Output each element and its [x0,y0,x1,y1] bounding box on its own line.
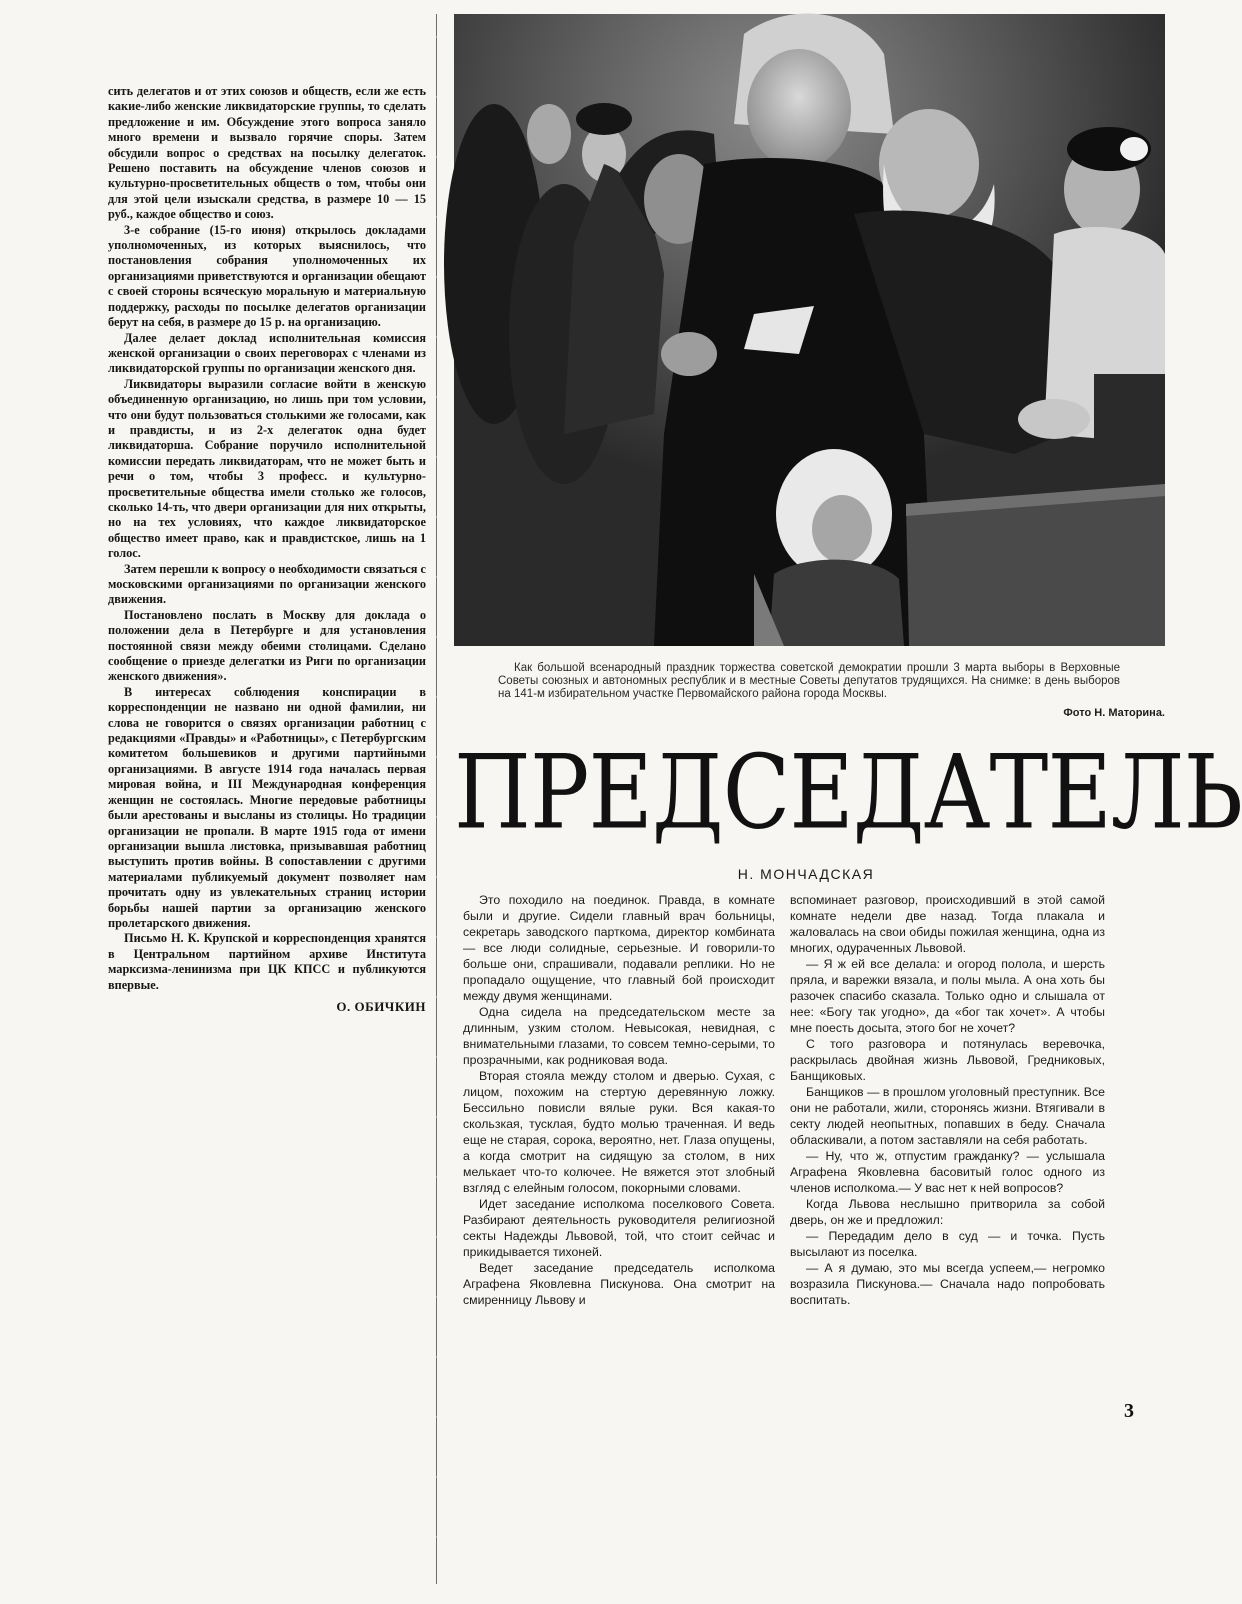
left-paragraph: В интересах соблюдения конспирации в корреспонденции не названо ни одной фамилии, ни слова не говорится о связях организации работниц с редакциями «Правды» и «Работницы», с Петербургским комитетом большевиков и другими партийными организациями. В августе 1914 года началась первая мировая война, и III Международная конференция женщин не состоялась. Многие передовые работницы были арестованы и высланы из столицы. Но традиции организации не пропали. В марте 1915 года от имени организации вышла листовка, призывавшая работниц выступить против войны. В сопоставлении с другими материалами публикуемый документ позволяет нам прочитать одну из увлекательных страниц истории борьбы нашей партии за организацию женского пролетарского движения. [108,684,426,930]
column-divider [436,14,437,1584]
article-paragraph: — А я думаю, это мы всегда успеем,— негромко возразила Пискунова.— Сначала надо попробовать воспитать. [790,1261,1105,1307]
article-paragraph: — Я ж ей все делала: и огород полола, и шерсть пряла, и варежки вязала, и полы мыла. А она хоть бы разочек спасибо сказала. Только одно и слышала от нее: «Богу так угодно», да «бог так хочет». А чтобы мне поесть досыта, этого бог не хочет? [790,957,1105,1035]
article-paragraph: — Передадим дело в суд — и точка. Пусть высылают из поселка. [790,1229,1105,1259]
left-paragraph: Письмо Н. К. Крупской и корреспонденция хранятся в Центральном партийном архиве Института марксизма-ленинизма при ЦК КПСС и публикуются впервые. [108,931,426,992]
article-paragraph: Одна сидела на председательском месте за длинным, узким столом. Невысокая, невидная, с внимательными глазами, то совсем темно-серыми, то прозрачными, как родниковая вода. [463,1005,775,1067]
left-column-text [108,84,426,1014]
left-paragraph: 3-е собрание (15-го июня) открылось докладами уполномоченных, из которых выяснилось, что постановления собрания уполномоченных их организациями приветствуются и организации обещают с своей стороны всяческую моральную и материальную поддержку, расходы по посылке делегатов организации берут на себя, в размере до 15 р. на организацию. [108,222,426,330]
author-signature: О. ОБИЧКИН [336,998,426,1014]
article-headline: ПРЕДСЕДАТЕЛЬ [454,733,1242,853]
article-paragraph: С того разговора и потянулась веревочка, раскрылась двойная жизнь Львовой, Гредниковых, Банщиковых. [790,1037,1105,1083]
photo-credit: Фото Н. Маторина. [1063,707,1165,719]
article-paragraph: Вторая стояла между столом и дверью. Сухая, с лицом, похожим на стертую деревянную ложку. Бессильно повисли вялые руки. Вся какая-то скользкая, тусклая, будто молью траченная. И ведь еще не старая, сорока, вероятно, нет. Глаза опущены, а когда смотрит на сидящую за столом, в них мелькает что-то колючее. Не вяжется этот злобный взгляд с елейным голосом, покорными словами. [463,1069,775,1195]
page-number: 3 [1124,1400,1134,1422]
left-paragraph: Далее делает доклад исполнительная комиссия женской организации о своих переговорах с членами из ликвидаторской группы по организации женского дня. [108,330,426,376]
article-paragraph: вспоминает разговор, происходивший в этой самой комнате недели две назад. Тогда плакала и жаловалась на свои обиды пожилая женщина, одна из многих, одураченных Львовой. [790,893,1105,955]
left-paragraph: сить делегатов и от этих союзов и обществ, если же есть какие-либо женские ликвидаторские группы, то сделать предложение и им. Обсуждение этого вопроса заняло много времени и вызвало горячие споры. Затем обсудили вопрос о средствах на посылку делегаток. Решено поставить на обсуждение членов союзов и культурно-просветительных обществ о том, чтобы они для этой цели изыскали средства, в размере 10 — 15 руб., каждое общество и союз. [108,84,426,222]
left-paragraph: Постановлено послать в Москву для доклада о положении дела в Петербурге и для установления постоянной связи между обеими столицами. Сделано сообщение о приезде делегатки из Риги по организации женского движения». [108,607,426,684]
left-paragraph: Затем перешли к вопросу о необходимости связаться с московскими организациями по организации женского движения. [108,561,426,607]
article-paragraph: Банщиков — в прошлом уголовный преступник. Все они не работали, жили, сторонясь жизни. Втягивали в секту людей неопытных, попавших в беду. Сначала обласкивали, а потом заставляли на себя работать. [790,1085,1105,1147]
article-paragraph: Идет заседание исполкома поселкового Совета. Разбирают деятельность руководителя религиозной секты Надежды Львовой, той, что стоит сейчас и прикидывается тихоней. [463,1197,775,1259]
article-column-1 [463,892,775,1308]
article-paragraph: Это походило на поединок. Правда, в комнате были и другие. Сидели главный врач больницы, секретарь заводского парткома, директор комбината — все люди солидные, серьезные. И говорили-то больше они, спрашивали, подавали реплики. Но не пропадало ощущение, что главный бой происходит между двумя женщинами. [463,893,775,1003]
article-paragraph: — Ну, что ж, отпустим гражданку? — услышала Аграфена Яковлевна басовитый голос одного из членов исполкома.— У вас нет к ней вопросов? [790,1149,1105,1195]
article-column-2 [790,892,1105,1308]
left-paragraph: Ликвидаторы выразили согласие войти в женскую объединенную организацию, но лишь при том условии, что они будут пользоваться столькими же голосами, как и правдисты, и из 2-х делегаток одна будет ликвидаторша. Собрание поручило исполнительной комиссии передать ликвидаторам, что не может быть и речи о том, чтобы 3 професс. и культурно-просветительные общества имели столько же голосов, сколько 14-ть, что двери организации для них открыты, но на тех условиях, что каждое ликвидаторское общество имеет право, как и правдистское, лишь на 1 голос. [108,376,426,561]
photo-caption: Как большой всенародный праздник торжества советской демократии прошли 3 марта выборы в Верховные Советы союзных и автономных республик и в местные Советы депутатов трудящихся. На снимке: в день выборов на 141-м избирательном участке Первомайского района города Москвы. [498,662,1120,700]
article-paragraph: Когда Львова неслышно притворила за собой дверь, он же и предложил: [790,1197,1105,1227]
election-photo [454,14,1165,646]
photo-illustration [454,14,1165,646]
article-paragraph: Ведет заседание председатель исполкома Аграфена Яковлевна Пискунова. Она смотрит на смиренницу Львову и [463,1261,775,1307]
article-author: Н. МОНЧАДСКАЯ [737,866,875,882]
